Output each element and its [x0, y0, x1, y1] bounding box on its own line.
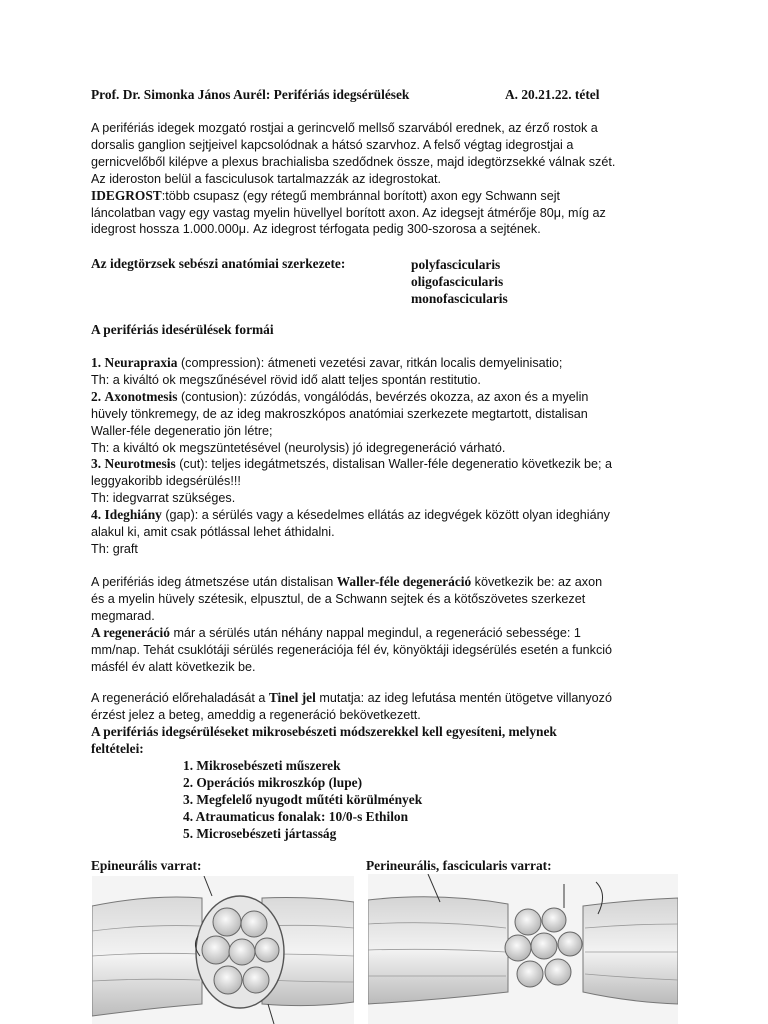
text-line: Waller-féle degeneratio jön létre; — [91, 423, 273, 438]
text-segment: már a sérülés után néhány nappal megindul, a regeneráció sebessége: 1 — [169, 625, 581, 640]
injury-forms-list — [91, 355, 691, 558]
text-line: érzést jelez a beteg, ameddig a regeneráció bekövetkezett. — [91, 707, 421, 722]
injury-form-neurapraxia — [91, 355, 691, 372]
text-line: és a myelin hüvely szétesik, elpusztul, de a Schwann sejtek és a kötőszövetes szerkezet — [91, 591, 586, 606]
regeneration-term: A regeneráció — [91, 624, 170, 640]
requirements-list — [183, 757, 422, 842]
micro-heading-line: feltételei: — [91, 740, 144, 756]
micro-heading-line: A perifériás idegsérüléseket mikrosebészeti módszerekkel kell egyesíteni, melynek — [91, 723, 557, 739]
text-line: alakul ki, amit csak pótlással lehet áthidalni. — [91, 525, 335, 540]
regeneration-line — [91, 625, 691, 642]
text-line — [91, 574, 691, 591]
document-title: Prof. Dr. Simonka János Aurél: Perifériás idegsérülések — [91, 87, 410, 102]
structure-type: oligofascicularis — [411, 274, 504, 289]
exam-item-number: A. 20.21.22. tétel — [505, 87, 600, 102]
text-line: leggyakoribb idegsérülés!!! — [91, 474, 241, 489]
requirement-item: 3. Megfelelő nyugodt műtéti körülmények — [183, 792, 423, 807]
perineural-caption: Perineurális, fascicularis varrat: — [366, 858, 552, 873]
text-line: Th: graft — [91, 541, 138, 556]
text-line: A perifériás idegek mozgató rostjai a gerincvelő mellső szarvából erednek, az érző rostok a — [91, 121, 598, 135]
text-line: másfél év alatt következik be. — [91, 659, 256, 674]
text-line: Th: a kiváltó ok megszüntetésével (neurolysis) jó idegregeneráció várható. — [91, 440, 506, 455]
text-line: láncolatban vagy egy vastag myelin hüvellyel borított axon. Az idegsejt átmérője 80μ, míg az — [91, 205, 606, 220]
injury-name: Axonotmesis — [104, 388, 178, 404]
waller-term: Waller-féle degeneráció — [336, 574, 472, 589]
text-line: megmarad. — [91, 608, 155, 623]
text-line: dorsalis ganglion sejtjeivel kapcsolódnak a hátsó szarvhoz. A felső végtag idegrostjai a — [91, 137, 574, 152]
text-line: gernicvelőből kilépve a plexus brachialisba szedődnek össze, majd idegtörzsekké válnak szét. — [91, 154, 616, 169]
requirement-item: 4. Atraumaticus fonalak: 10/0-s Ethilon — [183, 809, 409, 824]
structure-types — [411, 256, 508, 307]
injury-name: Ideghiány — [104, 507, 162, 523]
text-segment: A perifériás ideg átmetszése után distalisan — [91, 575, 337, 589]
tinel-paragraph — [91, 690, 691, 758]
text-line — [91, 690, 691, 707]
text-line: Th: a kiváltó ok megszűnésével rövid idő alatt teljes spontán restitutio. — [91, 372, 481, 387]
text-line: :több csupasz (egy rétegű membránnal borított) axon egy Schwann sejt — [161, 188, 561, 203]
text-line: hüvely tönkremegy, de az ideg makroszkópos anatómiai szerkezete megtartott, distalisan — [91, 406, 588, 421]
tinel-term: Tinel jel — [268, 690, 316, 705]
item-number: 1. — [91, 355, 102, 370]
requirement-item: 5. Microsebészeti jártasság — [183, 826, 337, 841]
intro-paragraph — [91, 120, 691, 238]
item-number: 2. — [91, 388, 102, 404]
waller-paragraph — [91, 574, 691, 675]
requirement-item: 1. Mikrosebészeti műszerek — [183, 758, 341, 773]
epineural-suture-illustration — [92, 876, 354, 1024]
item-number: 4. — [91, 507, 102, 523]
injury-name: Neurapraxia — [104, 355, 178, 370]
requirement-item: 2. Operációs mikroszkóp (lupe) — [183, 775, 363, 790]
structure-type: polyfascicularis — [411, 257, 501, 272]
text-line: Az ideroston belül a fasciculusok tartalmazzák az idegrostokat. — [91, 171, 441, 186]
injury-name: Neurotmesis — [104, 456, 176, 472]
perineural-suture-illustration — [368, 874, 678, 1024]
epineural-caption: Epineurális varrat: — [91, 858, 202, 873]
text-segment: következik be: az axon — [471, 575, 603, 589]
document-header — [91, 87, 600, 103]
idegrost-definition — [91, 188, 691, 205]
item-number: 3. — [91, 456, 102, 472]
structure-type: monofascicularis — [411, 291, 508, 306]
text-line: idegrost hossza 1.000.000μ. Az idegrost térfogata pedig 300-szorosa a sejtének. — [91, 222, 541, 237]
text-segment: A regeneráció előrehaladását a — [91, 691, 269, 705]
injury-form-axonotmesis — [91, 389, 691, 406]
text-segment: mutatja: az ideg lefutása mentén ütögetve villanyozó — [315, 691, 612, 705]
text-line: (contusion): zúzódás, vongálódás, bevérzés okozza, az axon és a myelin — [177, 389, 589, 404]
forms-heading: A perifériás idesérülések formái — [91, 322, 274, 337]
injury-form-ideghiany — [91, 507, 691, 524]
text-line: (compression): átmeneti vezetési zavar, ritkán localis demyelinisatio; — [177, 356, 563, 370]
idegrost-label: IDEGROST — [91, 187, 162, 203]
text-line: Th: idegvarrat szükséges. — [91, 491, 236, 506]
text-line: mm/nap. Tehát csuklótáji sérülés regenerációja fél év, könyöktáji idegsérülés esetén a funkció — [91, 642, 613, 657]
text-line: (cut): teljes idegátmetszés, distalisan Waller-féle degeneratio következik be; a — [175, 457, 613, 472]
text-line: (gap): a sérülés vagy a késedelmes ellátás az idegvégek között olyan ideghiány — [161, 508, 610, 523]
injury-form-neurotmesis — [91, 456, 691, 473]
structure-label: Az idegtörzsek sebészi anatómiai szerkezete: — [91, 256, 346, 271]
